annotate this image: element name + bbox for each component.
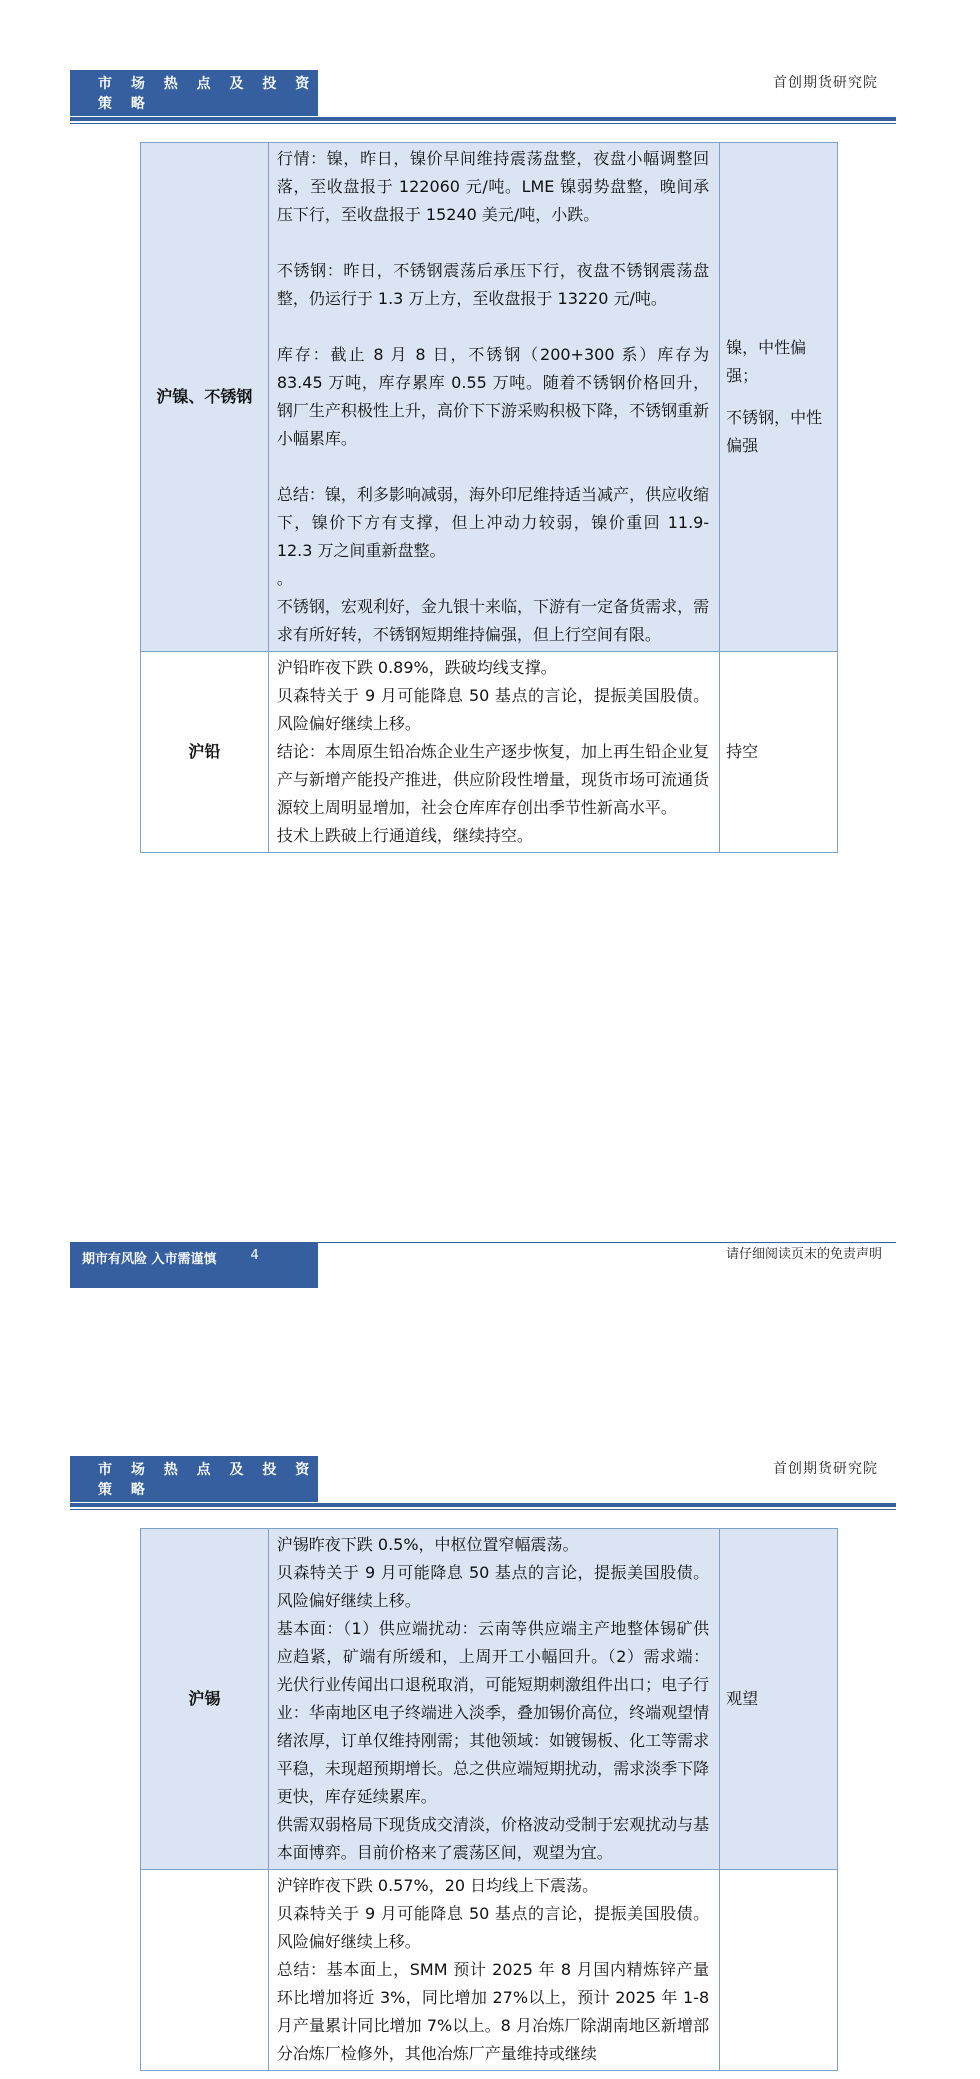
analysis-cell: [268, 143, 719, 652]
header-rule: [70, 117, 896, 121]
category-cell: 沪铅: [141, 652, 269, 853]
view-cell: 观望: [720, 1529, 838, 1870]
analysis-paragraph: 不锈钢：昨日，不锈钢震荡后承压下行，夜盘不锈钢震荡盘整，仍运行于 1.3 万上方，至收盘报于 13220 元/吨。: [276, 261, 710, 308]
analysis-paragraph: 行情：镍，昨日，镍价早间维持震荡盘整，夜盘小幅调整回落，至收盘报于 122060 元/吨。LME 镍弱势盘整，晚间承压下行，至收盘报于 15240 美元/吨，小跌。: [276, 149, 710, 224]
header-org-name: 首创期货研究院: [773, 75, 878, 91]
table-row: [141, 1529, 838, 1870]
analysis-paragraph: 基本面：（1）供应端扰动：云南等供应端主产地整体锡矿供应趋紧，矿端有所缓和，上周开工小幅回升。（2）需求端：光伏行业传闻出口退税取消，可能短期刺激组件出口；电子行业：华南地区电子终端进入淡季，叠加锡价高位，终端观望情绪浓厚，订单仅维持刚需；其他领域：如镀锡板、化工等需求平稳，未现超预期增长。总之供应端短期扰动，需求淡季下降更快，库存延续累库。: [276, 1619, 710, 1806]
page-number: 4: [250, 1248, 259, 1263]
header-rule-thin: [70, 123, 896, 124]
analysis-cell: [268, 1529, 719, 1870]
analysis-paragraph: 供需双弱格局下现货成交清淡，价格波动受制于宏观扰动与基本面博弈。目前价格来了震荡区间，观望为宜。: [276, 1815, 710, 1862]
analysis-paragraph: 库存：截止 8 月 8 日，不锈钢（200+300 系）库存为 83.45 万吨，库存累库 0.55 万吨。随着不锈钢价格回升，钢厂生产积极性上升，高价下下游采购积极下降，不锈钢重新小幅累库。: [276, 345, 710, 448]
footer-slogan: 期市有风险 入市需谨慎: [82, 1252, 217, 1267]
analysis-paragraph: 沪锌昨夜下跌 0.57%，20 日均线上下震荡。: [276, 1876, 599, 1895]
header-rule: [70, 1503, 896, 1507]
paragraph-gap: [277, 313, 709, 341]
paragraph-gap: [277, 229, 709, 257]
analysis-paragraph: 沪铅昨夜下跌 0.89%，跌破均线支撑。: [276, 658, 557, 677]
table-row: [141, 1870, 838, 2071]
paragraph-gap: [277, 453, 709, 481]
header-org-name: 首创期货研究院: [773, 1461, 878, 1477]
analysis-paragraph: 总结：镍，利多影响减弱，海外印尼维持适当减产，供应收缩下，镍价下方有支撑，但上冲动力较弱，镍价重回 11.9-12.3 万之间重新盘整。: [276, 485, 710, 560]
strategy-table: [140, 142, 838, 853]
header-rule-thin: [70, 1509, 896, 1510]
analysis-paragraph: 沪锡昨夜下跌 0.5%，中枢位置窄幅震荡。: [276, 1535, 579, 1554]
analysis-paragraph: 结论：本周原生铅冶炼企业生产逐步恢复，加上再生铅企业复产与新增产能投产推进，供应阶段性增量，现货市场可流通货源较上周明显增加，社会仓库库存创出季节性新高水平。: [276, 742, 710, 817]
view-cell: [720, 1870, 838, 2071]
analysis-paragraph: 贝森特关于 9 月可能降息 50 基点的言论，提振美国股债。风险偏好继续上移。: [276, 686, 710, 733]
view-line: 不锈钢，中性偏强: [726, 408, 823, 455]
table-row: [141, 143, 838, 652]
analysis-paragraph: 技术上跌破上行通道线，继续持空。: [276, 826, 533, 845]
view-line: 镍，中性偏强；: [726, 338, 807, 385]
header-section-tab: 市 场 热 点 及 投 资 策 略: [70, 1456, 318, 1502]
view-gap: [726, 390, 829, 404]
analysis-cell: [268, 1870, 719, 2071]
footer-disclaimer: 请仔细阅读页末的免责声明: [725, 1247, 882, 1262]
analysis-paragraph: 不锈钢，宏观利好，金九银十来临，下游有一定备货需求，需求有所好转，不锈钢短期维持偏强，但上行空间有限。: [276, 597, 710, 644]
category-cell: 沪锡: [141, 1529, 269, 1870]
category-cell: [141, 1870, 269, 2071]
analysis-paragraph: 贝森特关于 9 月可能降息 50 基点的言论，提振美国股债。风险偏好继续上移。: [276, 1904, 710, 1951]
footer-tab: [70, 1242, 318, 1288]
view-cell: 持空: [720, 652, 838, 853]
analysis-paragraph: 贝森特关于 9 月可能降息 50 基点的言论，提振美国股债。风险偏好继续上移。: [276, 1563, 710, 1610]
analysis-paragraph: 总结：基本面上，SMM 预计 2025 年 8 月国内精炼锌产量环比增加将近 3%，同比增加 27%以上，预计 2025 年 1-8 月产量累计同比增加 7%以上。8 月冶炼厂除湖南地区新增部分冶炼厂检修外，其他冶炼厂产量维持或继续: [276, 1960, 710, 2063]
table-row: [141, 652, 838, 853]
analysis-cell: [268, 652, 719, 853]
strategy-table: [140, 1528, 838, 2071]
analysis-paragraph: 。: [276, 569, 293, 588]
view-cell: [720, 143, 838, 652]
header-section-tab: 市 场 热 点 及 投 资 策 略: [70, 70, 318, 116]
category-cell: 沪镍、不锈钢: [141, 143, 269, 652]
